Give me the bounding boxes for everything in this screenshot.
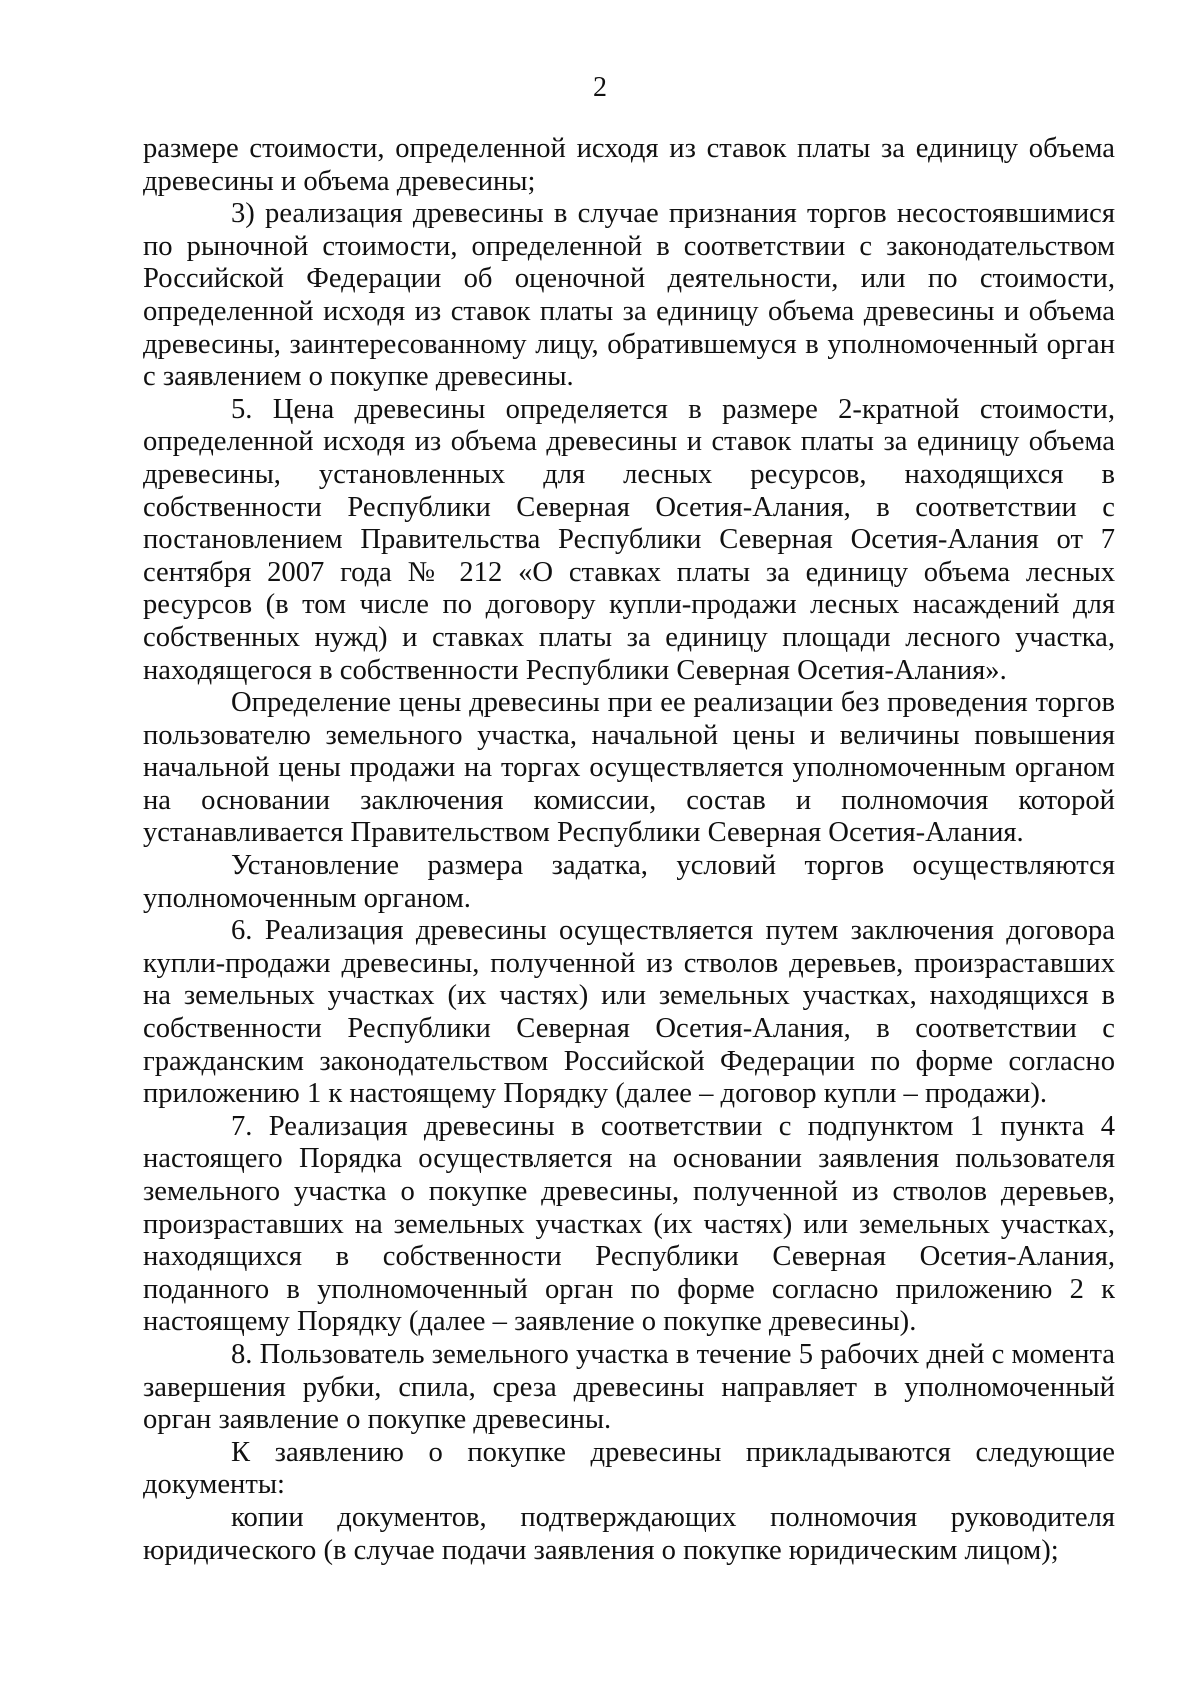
paragraph-item-6: 6. Реализация древесины осуществляется путем заключения договора купли-продажи древесины, полученной из стволов деревьев, произраставших на земельных участках (их частях) или земельных участках, находящихся в собственности Республики Северная Осетия-Алания, в соответствии с гражданским законодательством Российской Федерации по форме согласно приложению 1 к настоящему Порядку (далее – договор купли – продажи).: [143, 915, 1115, 1110]
paragraph-attachments: К заявлению о покупке древесины прикладываются следующие документы:: [143, 1436, 1115, 1501]
paragraph-continuation: размере стоимости, определенной исходя из ставок платы за единицу объема древесины и объема древесины;: [143, 133, 1115, 197]
paragraph-item-8: 8. Пользователь земельного участка в течение 5 рабочих дней с момента завершения рубки, спила, среза древесины направляет в уполномоченный орган заявление о покупке древесины.: [143, 1338, 1115, 1436]
paragraph-price-determination: Определение цены древесины при ее реализации без проведения торгов пользователю земельного участка, начальной цены и величины повышения начальной цены продажи на торгах осуществляется уполномоченным органом на основании заключения комиссии, состав и полномочия которой устанавливается Правительством Республики Северная Осетия-Алания.: [143, 687, 1115, 849]
document-body: [143, 133, 1115, 1567]
paragraph-item-5: 5. Цена древесины определяется в размере 2-кратной стоимости, определенной исходя из объема древесины и ставок платы за единицу объема древесины, установленных для лесных ресурсов, находящихся в собственности Республики Северная Осетия-Алания, в соответствии с постановлением Правительства Республики Северная Осетия-Алания от 7 сентября 2007 года № 212 «О ставках платы за единицу объема лесных ресурсов (в том числе по договору купли-продажи лесных насаждений для собственных нужд) и ставках платы за единицу площади лесного участка, находящегося в собственности Республики Северная Осетия-Алания».: [143, 393, 1115, 686]
paragraph-document-copies: копии документов, подтверждающих полномочия руководителя юридического (в случае подачи заявления о покупке юридическим лицом);: [143, 1501, 1115, 1566]
page-number: 2: [593, 72, 607, 103]
paragraph-item-3: 3) реализация древесины в случае признания торгов несостоявшимися по рыночной стоимости, определенной в соответствии с законодательством Российской Федерации об оценочной деятельности, или по стоимости, определенной исходя из ставок платы за единицу объема древесины и объема древесины, заинтересованному лицу, обратившемуся в уполномоченный орган с заявлением о покупке древесины.: [143, 198, 1115, 393]
paragraph-item-7: 7. Реализация древесины в соответствии с подпунктом 1 пункта 4 настоящего Порядка осуществляется на основании заявления пользователя земельного участка о покупке древесины, полученной из стволов деревьев, произраставших на земельных участках (их частях) или земельных участках, находящихся в собственности Республики Северная Осетия-Алания, поданного в уполномоченный орган по форме согласно приложению 2 к настоящему Порядку (далее – заявление о покупке древесины).: [143, 1110, 1115, 1338]
paragraph-deposit: Установление размера задатка, условий торгов осуществляются уполномоченным органом.: [143, 850, 1115, 914]
